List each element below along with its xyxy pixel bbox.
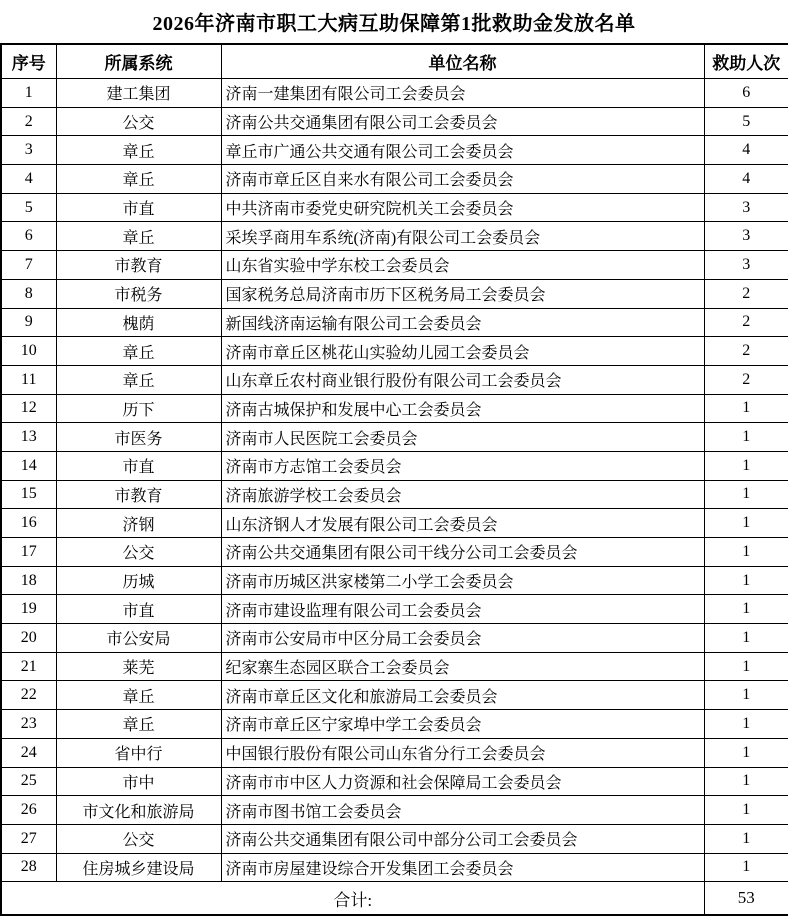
unit-cell: 济南市章丘区文化和旅游局工会委员会: [221, 681, 704, 710]
count-cell: 1: [704, 624, 788, 653]
table-row: [1, 538, 788, 567]
unit-cell: 济南市方志馆工会委员会: [221, 451, 704, 480]
table-row: [1, 423, 788, 452]
seq-cell: 20: [1, 624, 56, 653]
unit-cell: 济南一建集团有限公司工会委员会: [221, 79, 704, 108]
system-cell: 公交: [56, 538, 221, 567]
count-cell: 6: [704, 79, 788, 108]
unit-cell: 济南市人民医院工会委员会: [221, 423, 704, 452]
system-cell: 市教育: [56, 251, 221, 280]
table-row: [1, 796, 788, 825]
unit-cell: 济南市房屋建设综合开发集团工会委员会: [221, 853, 704, 882]
count-cell: 1: [704, 509, 788, 538]
table-row: [1, 79, 788, 108]
seq-cell: 11: [1, 365, 56, 394]
count-cell: 4: [704, 136, 788, 165]
table-row: [1, 566, 788, 595]
seq-cell: 26: [1, 796, 56, 825]
count-cell: 5: [704, 107, 788, 136]
total-label: 合计:: [1, 882, 704, 916]
system-cell: 章丘: [56, 136, 221, 165]
table-row: [1, 738, 788, 767]
page-title: 2026年济南市职工大病互助保障第1批救助金发放名单: [152, 13, 636, 35]
seq-cell: 15: [1, 480, 56, 509]
seq-cell: 23: [1, 710, 56, 739]
system-cell: 市医务: [56, 423, 221, 452]
table-row: [1, 251, 788, 280]
system-cell: 章丘: [56, 710, 221, 739]
unit-cell: 济南公共交通集团有限公司工会委员会: [221, 107, 704, 136]
table-row: [1, 824, 788, 853]
seq-cell: 1: [1, 79, 56, 108]
table-row: [1, 451, 788, 480]
count-cell: 1: [704, 710, 788, 739]
col-header-unit: 单位名称: [221, 44, 704, 79]
unit-cell: 山东章丘农村商业银行股份有限公司工会委员会: [221, 365, 704, 394]
seq-cell: 21: [1, 652, 56, 681]
table-row: [1, 853, 788, 882]
unit-cell: 济南市章丘区桃花山实验幼儿园工会委员会: [221, 337, 704, 366]
col-header-system: 所属系统: [56, 44, 221, 79]
seq-cell: 19: [1, 595, 56, 624]
table-row: [1, 480, 788, 509]
system-cell: 槐荫: [56, 308, 221, 337]
seq-cell: 9: [1, 308, 56, 337]
seq-cell: 17: [1, 538, 56, 567]
unit-cell: 济南古城保护和发展中心工会委员会: [221, 394, 704, 423]
table-header-row: [1, 44, 788, 79]
system-cell: 章丘: [56, 165, 221, 194]
table-row: [1, 308, 788, 337]
seq-cell: 18: [1, 566, 56, 595]
count-cell: 1: [704, 423, 788, 452]
unit-cell: 章丘市广通公共交通有限公司工会委员会: [221, 136, 704, 165]
unit-cell: 山东济钢人才发展有限公司工会委员会: [221, 509, 704, 538]
table-row: [1, 193, 788, 222]
system-cell: 公交: [56, 107, 221, 136]
total-row: [1, 882, 788, 916]
count-cell: 2: [704, 308, 788, 337]
system-cell: 章丘: [56, 365, 221, 394]
count-cell: 2: [704, 279, 788, 308]
table-row: [1, 365, 788, 394]
table-row: [1, 509, 788, 538]
system-cell: 莱芜: [56, 652, 221, 681]
unit-cell: 中共济南市委党史研究院机关工会委员会: [221, 193, 704, 222]
count-cell: 1: [704, 681, 788, 710]
seq-cell: 6: [1, 222, 56, 251]
unit-cell: 济南市图书馆工会委员会: [221, 796, 704, 825]
aid-distribution-table: [0, 43, 788, 916]
system-cell: 市中: [56, 767, 221, 796]
seq-cell: 13: [1, 423, 56, 452]
unit-cell: 中国银行股份有限公司山东省分行工会委员会: [221, 738, 704, 767]
seq-cell: 3: [1, 136, 56, 165]
system-cell: 市教育: [56, 480, 221, 509]
col-header-count: 救助人次: [704, 44, 788, 79]
table-body: [1, 79, 788, 882]
seq-cell: 5: [1, 193, 56, 222]
unit-cell: 纪家寨生态园区联合工会委员会: [221, 652, 704, 681]
count-cell: 1: [704, 738, 788, 767]
count-cell: 2: [704, 337, 788, 366]
count-cell: 1: [704, 595, 788, 624]
unit-cell: 济南旅游学校工会委员会: [221, 480, 704, 509]
table-row: [1, 394, 788, 423]
table-row: [1, 681, 788, 710]
system-cell: 市税务: [56, 279, 221, 308]
system-cell: 市直: [56, 595, 221, 624]
unit-cell: 国家税务总局济南市历下区税务局工会委员会: [221, 279, 704, 308]
unit-cell: 济南市建设监理有限公司工会委员会: [221, 595, 704, 624]
seq-cell: 8: [1, 279, 56, 308]
total-count: 53: [704, 882, 788, 916]
table-row: [1, 222, 788, 251]
count-cell: 2: [704, 365, 788, 394]
system-cell: 市直: [56, 193, 221, 222]
count-cell: 1: [704, 824, 788, 853]
unit-cell: 采埃孚商用车系统(济南)有限公司工会委员会: [221, 222, 704, 251]
system-cell: 章丘: [56, 681, 221, 710]
seq-cell: 16: [1, 509, 56, 538]
system-cell: 住房城乡建设局: [56, 853, 221, 882]
unit-cell: 济南市公安局市中区分局工会委员会: [221, 624, 704, 653]
unit-cell: 山东省实验中学东校工会委员会: [221, 251, 704, 280]
count-cell: 1: [704, 538, 788, 567]
count-cell: 4: [704, 165, 788, 194]
table-row: [1, 165, 788, 194]
seq-cell: 12: [1, 394, 56, 423]
table-row: [1, 595, 788, 624]
count-cell: 1: [704, 796, 788, 825]
seq-cell: 28: [1, 853, 56, 882]
seq-cell: 10: [1, 337, 56, 366]
table-row: [1, 136, 788, 165]
unit-cell: 济南市历城区洪家楼第二小学工会委员会: [221, 566, 704, 595]
seq-cell: 4: [1, 165, 56, 194]
seq-cell: 24: [1, 738, 56, 767]
unit-cell: 济南公共交通集团有限公司中部分公司工会委员会: [221, 824, 704, 853]
count-cell: 3: [704, 193, 788, 222]
table-row: [1, 767, 788, 796]
system-cell: 市直: [56, 451, 221, 480]
unit-cell: 济南市章丘区自来水有限公司工会委员会: [221, 165, 704, 194]
system-cell: 建工集团: [56, 79, 221, 108]
seq-cell: 7: [1, 251, 56, 280]
table-row: [1, 107, 788, 136]
table-row: [1, 710, 788, 739]
table-row: [1, 652, 788, 681]
count-cell: 3: [704, 251, 788, 280]
system-cell: 历下: [56, 394, 221, 423]
count-cell: 1: [704, 394, 788, 423]
count-cell: 1: [704, 652, 788, 681]
system-cell: 历城: [56, 566, 221, 595]
seq-cell: 14: [1, 451, 56, 480]
col-header-seq: 序号: [1, 44, 56, 79]
system-cell: 省中行: [56, 738, 221, 767]
count-cell: 1: [704, 767, 788, 796]
system-cell: 章丘: [56, 337, 221, 366]
count-cell: 1: [704, 480, 788, 509]
system-cell: 市文化和旅游局: [56, 796, 221, 825]
count-cell: 1: [704, 566, 788, 595]
unit-cell: 济南市市中区人力资源和社会保障局工会委员会: [221, 767, 704, 796]
unit-cell: 济南市章丘区宁家埠中学工会委员会: [221, 710, 704, 739]
system-cell: 章丘: [56, 222, 221, 251]
count-cell: 3: [704, 222, 788, 251]
table-row: [1, 279, 788, 308]
system-cell: 济钢: [56, 509, 221, 538]
seq-cell: 27: [1, 824, 56, 853]
seq-cell: 22: [1, 681, 56, 710]
table-row: [1, 624, 788, 653]
unit-cell: 新国线济南运输有限公司工会委员会: [221, 308, 704, 337]
count-cell: 1: [704, 853, 788, 882]
count-cell: 1: [704, 451, 788, 480]
system-cell: 公交: [56, 824, 221, 853]
seq-cell: 25: [1, 767, 56, 796]
system-cell: 市公安局: [56, 624, 221, 653]
unit-cell: 济南公共交通集团有限公司干线分公司工会委员会: [221, 538, 704, 567]
seq-cell: 2: [1, 107, 56, 136]
table-row: [1, 337, 788, 366]
